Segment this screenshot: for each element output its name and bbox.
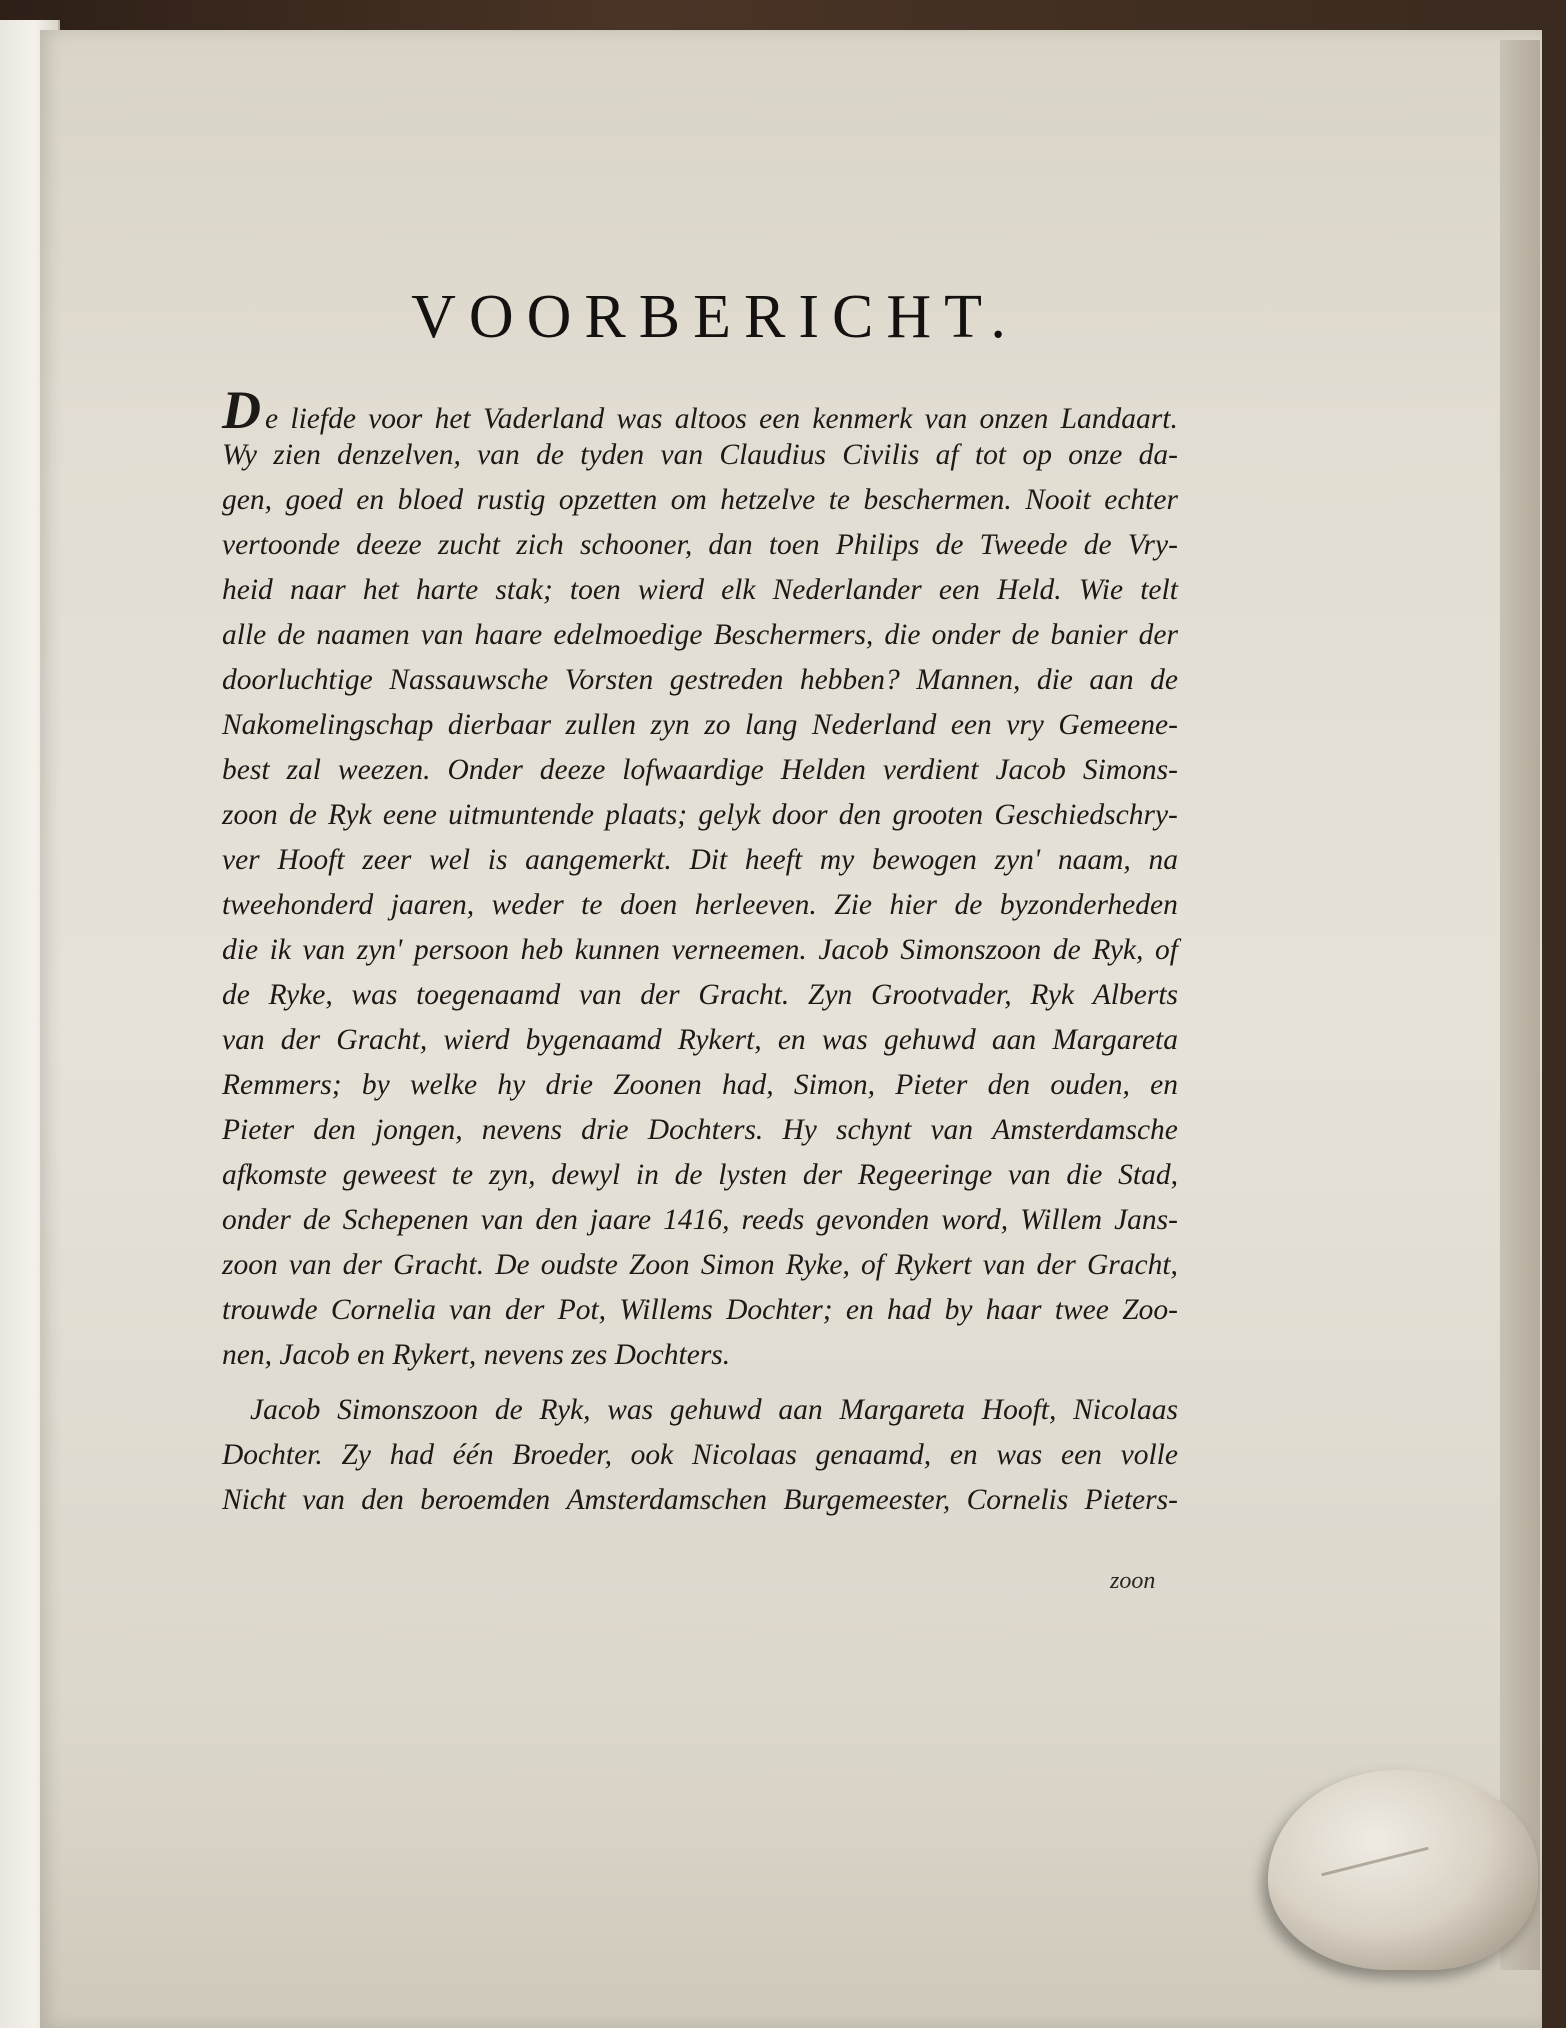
text-line: Pieter den jongen, nevens drie Dochters. Hy schynt van Amsterdamsche xyxy=(222,1114,1178,1146)
text-line: die ik van zyn' persoon heb kunnen verneemen. Jacob Simonszoon de Ryk, of xyxy=(222,934,1178,966)
text-line: tweehonderd jaaren, weder te doen herleeven. Zie hier de byzonderheden xyxy=(222,889,1178,921)
text-line xyxy=(222,380,1178,440)
text-line: alle de naamen van haare edelmoedige Beschermers, die onder de banier der xyxy=(222,619,1178,651)
paragraph-1 xyxy=(222,433,1178,1378)
text-line: van der Gracht, wierd bygenaamd Rykert, en was gehuwd aan Margareta xyxy=(222,1024,1178,1056)
text-line: trouwde Cornelia van der Pot, Willems Dochter; en had by haar twee Zoo- xyxy=(222,1294,1178,1326)
catchword: zoon xyxy=(1110,1568,1156,1594)
text-line: vertoonde deeze zucht zich schooner, dan toen Philips de Tweede de Vry- xyxy=(222,529,1178,561)
text-line: Nicht van den beroemden Amsterdamschen Burgemeester, Cornelis Pieters- xyxy=(222,1484,1178,1516)
page-fore-edge xyxy=(1500,40,1540,1970)
paperweight-stone xyxy=(1268,1770,1538,1970)
text-line: doorluchtige Nassauwsche Vorsten gestreden hebben? Mannen, die aan de xyxy=(222,664,1178,696)
page-title: VOORBERICHT. xyxy=(411,283,1019,351)
text-line: Wy zien denzelven, van de tyden van Claudius Civilis af tot op onze da- xyxy=(222,439,1178,471)
paragraph-2 xyxy=(222,1388,1178,1523)
text-line: best zal weezen. Onder deeze lofwaardige Helden verdient Jacob Simons- xyxy=(222,754,1178,786)
drop-cap: D xyxy=(222,380,261,440)
text-line: Remmers; by welke hy drie Zoonen had, Simon, Pieter den ouden, en xyxy=(222,1069,1178,1101)
text-line: Dochter. Zy had één Broeder, ook Nicolaas genaamd, en was een volle xyxy=(222,1439,1178,1471)
text-line: zoon de Ryk eene uitmuntende plaats; gelyk door den grooten Geschiedschry- xyxy=(222,799,1178,831)
text-line: onder de Schepenen van den jaare 1416, reeds gevonden word, Willem Jans- xyxy=(222,1204,1178,1236)
text-line: gen, goed en bloed rustig opzetten om hetzelve te beschermen. Nooit echter xyxy=(222,484,1178,516)
text-line: afkomste geweest te zyn, dewyl in de lysten der Regeeringe van die Stad, xyxy=(222,1159,1178,1191)
text-line: Jacob Simonszoon de Ryk, was gehuwd aan Margareta Hooft, Nicolaas xyxy=(250,1394,1178,1426)
text-line: heid naar het harte stak; toen wierd elk Nederlander een Held. Wie telt xyxy=(222,574,1178,606)
text-line: ver Hooft zeer wel is aangemerkt. Dit heeft my bewogen zyn' naam, na xyxy=(222,844,1178,876)
body-text xyxy=(222,380,1178,1523)
text-line: nen, Jacob en Rykert, nevens zes Dochters. xyxy=(222,1339,731,1371)
first-line-rest: e liefde voor het Vaderland was altoos een kenmerk van onzen Landaart. xyxy=(265,403,1178,435)
text-line: Nakomelingschap dierbaar zullen zyn zo lang Nederland een vry Gemeene- xyxy=(222,709,1178,741)
text-line: de Ryke, was toegenaamd van der Gracht. Zyn Grootvader, Ryk Alberts xyxy=(222,979,1178,1011)
text-line: zoon van der Gracht. De oudste Zoon Simon Ryke, of Rykert van der Gracht, xyxy=(222,1249,1178,1281)
